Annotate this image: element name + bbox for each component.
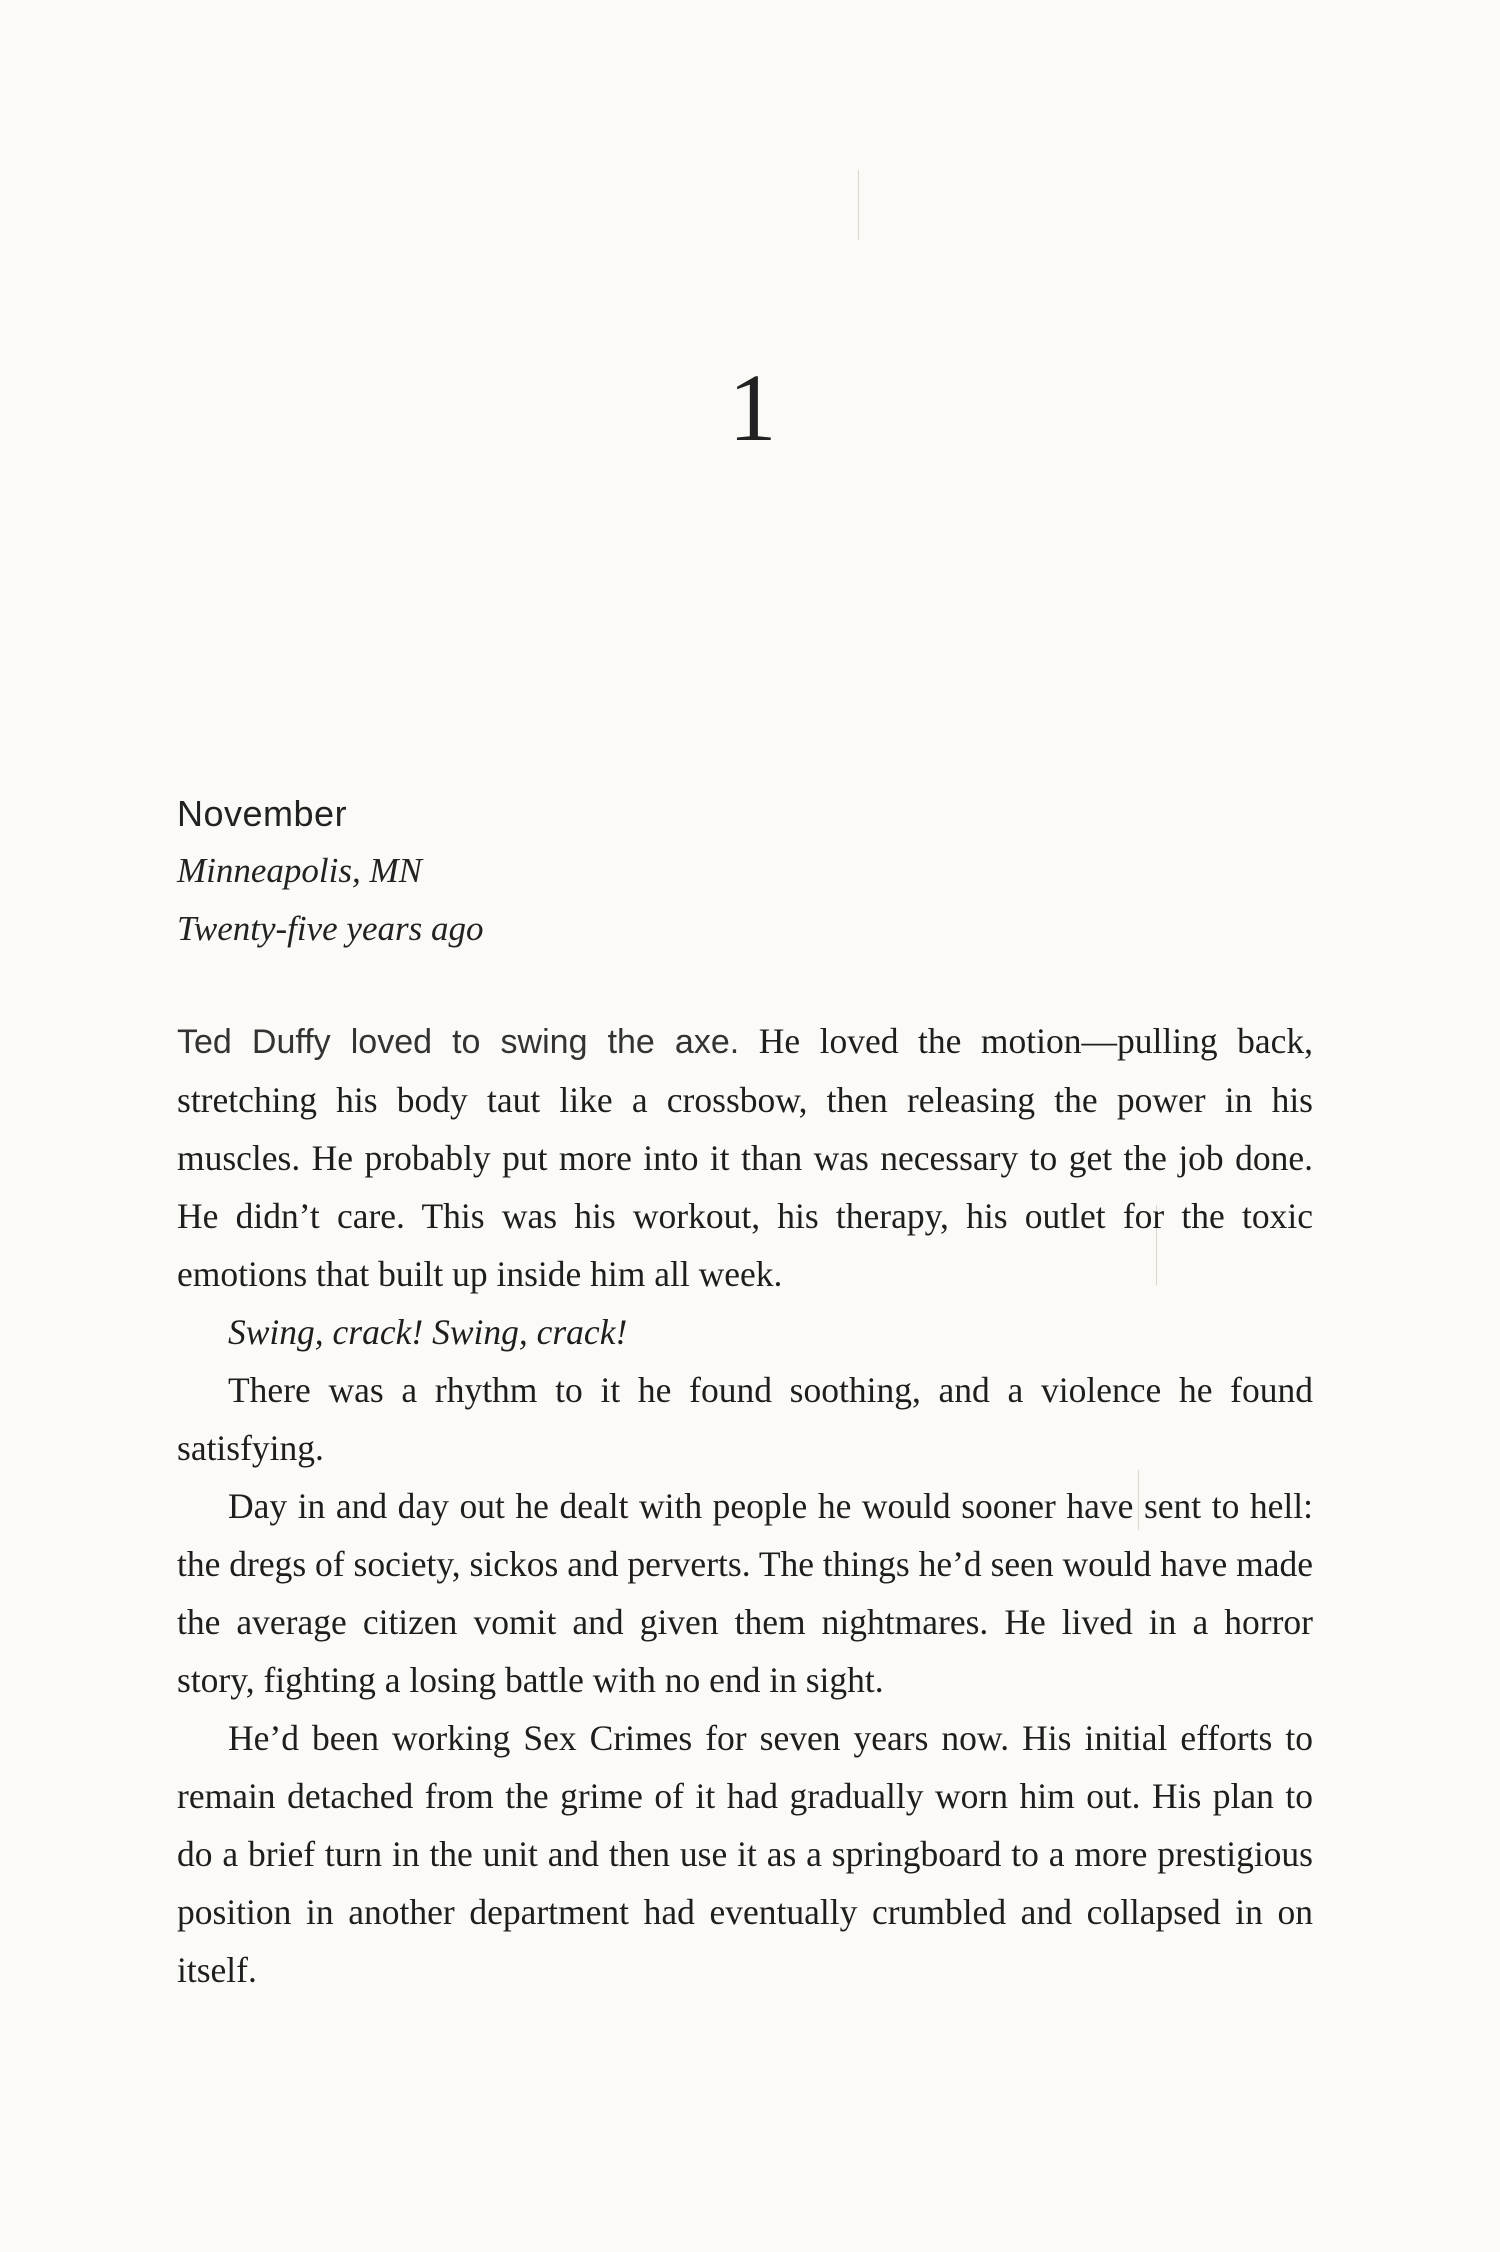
paragraph-text: Day in and day out he dealt with people he would sooner have sent to hell: the dregs of society, sickos and perverts. The things he’d seen would have made the average citizen vomit and given them nightmares. He lived in a horror story, fighting a losing battle with no end in sight.: [177, 1486, 1313, 1700]
dateline-month: November: [177, 793, 348, 834]
paragraph-text: He loved the motion—pulling back, stretching his body taut like a crossbow, then releasing the power in his muscles. He probably put more into it than was necessary to get the job done. He didn’t care. This was his workout, his therapy, his outlet for the toxic emotions that built up inside him all week.: [177, 1021, 1313, 1294]
scan-artifact-line: [858, 170, 859, 240]
paragraph: [177, 1709, 1313, 1999]
paragraph-text: There was a rhythm to it he found soothing, and a violence he found satisfying.: [177, 1370, 1313, 1468]
chapter-number-text: 1: [728, 354, 777, 461]
dateline: [177, 786, 1317, 958]
dateline-place: Minneapolis, MN: [177, 851, 422, 890]
paragraph: [177, 1477, 1313, 1709]
dateline-time-ago: Twenty-five years ago: [177, 909, 484, 948]
paragraph-italic-text: Swing, crack! Swing, crack!: [228, 1312, 628, 1352]
chapter-number: [0, 354, 1500, 461]
paragraph: [177, 1012, 1313, 1303]
paragraph: [177, 1361, 1313, 1477]
chapter-body: [177, 1012, 1313, 1999]
paragraph-lead-in: Ted Duffy loved to swing the axe.: [177, 1023, 740, 1061]
paragraph-text: He’d been working Sex Crimes for seven years now. His initial efforts to remain detached from the grime of it had gradually worn him out. His plan to do a brief turn in the unit and then use it as a springboard to a more prestigious position in another department had eventually crumbled and collapsed in on itself.: [177, 1718, 1313, 1990]
paragraph: [177, 1303, 1313, 1361]
